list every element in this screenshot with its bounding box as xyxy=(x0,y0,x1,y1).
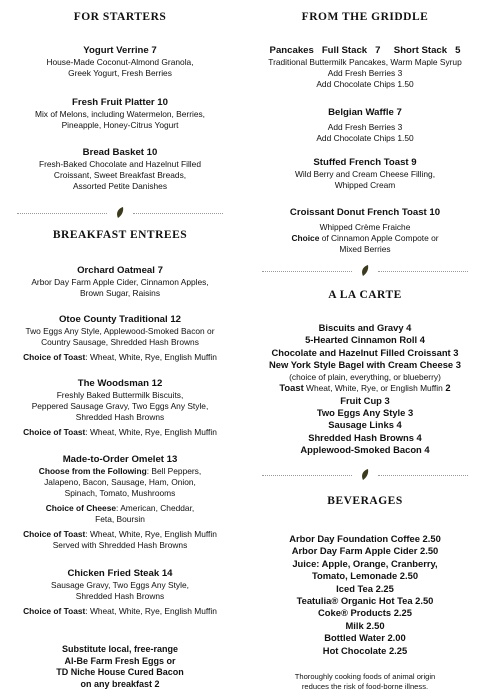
leaf-icon xyxy=(114,206,126,220)
item-desc: Peppered Sausage Gravy, Two Eggs Any Style, xyxy=(31,401,209,411)
item-desc: Assorted Petite Danishes xyxy=(72,181,168,191)
list-item: Coke® Products 2.25 xyxy=(318,607,412,619)
menu-item-stuffed-french-toast xyxy=(250,156,480,191)
list-item: Arbor Day Foundation Coffee 2.50 xyxy=(289,533,441,544)
toast-choice: Choice of Toast: Wheat, White, Rye, English Muffin xyxy=(23,352,217,362)
item-desc: Spinach, Tomato, Mushrooms xyxy=(64,488,176,498)
list-item: Teatulia® Organic Hot Tea 2.50 xyxy=(296,595,434,607)
item-desc: Jalapeno, Bacon, Sausage, Ham, Onion, xyxy=(44,477,196,487)
section-heading-starters: FOR STARTERS xyxy=(73,11,167,23)
item-extra: Add Fresh Berries 3 xyxy=(327,122,403,132)
item-desc: Sausage Gravy, Two Eggs Any Style, xyxy=(51,580,189,590)
list-item: Applewood-Smoked Bacon 4 xyxy=(300,444,430,456)
list-item: New York Style Bagel with Cream Cheese 3 xyxy=(269,359,461,371)
item-extra: Add Chocolate Chips 1.50 xyxy=(316,79,414,89)
menu-item-croissant-donut-french-toast xyxy=(250,206,480,255)
item-desc: Country Sausage, Shredded Hash Browns xyxy=(41,337,199,347)
item-desc: Shredded Hash Browns xyxy=(75,412,165,422)
toast-choice: Choice of Toast: Wheat, White, Rye, English Muffin xyxy=(23,427,217,437)
substitute-note: Substitute local, free-range Al-Be Farm Fresh Eggs or TD Niche House Cured Bacon on any breakfast 2 xyxy=(56,644,184,689)
item-desc: Brown Sugar, Raisins xyxy=(79,288,161,298)
menu-item-chicken-fried-steak xyxy=(5,567,235,617)
section-heading-a-la-carte: A LA CARTE xyxy=(328,289,402,301)
item-desc: Arbor Day Farm Apple Cider, Cinnamon Apples, xyxy=(31,277,209,287)
menu-item-fresh-fruit-platter xyxy=(5,96,235,131)
leaf-icon xyxy=(359,468,371,482)
item-name: Croissant Donut French Toast 10 xyxy=(289,207,441,218)
menu-item-otoe-county-traditional xyxy=(5,313,235,363)
item-extra: Add Fresh Berries 3 xyxy=(327,68,403,78)
menu-item-bread-basket xyxy=(5,146,235,192)
list-item: Fruit Cup 3 xyxy=(340,394,390,406)
item-name: Pancakes Full Stack 7 Short Stack 5 xyxy=(269,45,461,56)
list-item: 5-Hearted Cinnamon Roll 4 xyxy=(305,334,425,346)
list-item: Bottled Water 2.00 xyxy=(324,632,406,644)
item-desc: Feta, Boursin xyxy=(95,514,145,524)
menu-item-orchard-oatmeal xyxy=(5,264,235,299)
bagel-note: (choice of plain, everything, or blueberry) xyxy=(289,371,441,382)
item-desc: Wild Berry and Cream Cheese Filling, xyxy=(294,169,436,179)
section-divider xyxy=(250,468,480,482)
section-divider xyxy=(5,206,235,220)
list-item: Biscuits and Gravy 4 xyxy=(318,322,412,333)
item-name: Orchard Oatmeal 7 xyxy=(77,265,163,276)
item-desc: Fresh-Baked Chocolate and Hazelnut Filled xyxy=(38,159,201,169)
list-item: Milk 2.50 xyxy=(345,619,385,631)
item-name: Belgian Waffle 7 xyxy=(328,107,402,118)
item-desc: Croissant, Sweet Breakfast Breads, xyxy=(53,170,187,180)
item-desc: Whipped Crème Fraiche xyxy=(319,222,411,232)
item-desc: Two Eggs Any Style, Applewood-Smoked Bacon or xyxy=(25,326,215,336)
cheese-choice: Choice of Cheese: American, Cheddar, xyxy=(45,503,195,513)
item-choice: Choice of Cinnamon Apple Compote or xyxy=(291,233,439,243)
item-name: Made-to-Order Omelet 13 xyxy=(62,454,178,465)
item-name: Chicken Fried Steak 14 xyxy=(67,568,173,579)
toast-choice: Choice of Toast: Wheat, White, Rye, English Muffin xyxy=(23,606,217,616)
list-item: Sausage Links 4 xyxy=(328,419,402,431)
beverages-list xyxy=(250,533,480,657)
section-heading-breakfast-entrees: BREAKFAST ENTREES xyxy=(52,229,188,241)
item-extra: Add Chocolate Chips 1.50 xyxy=(316,133,414,143)
item-name: Bread Basket 10 xyxy=(82,147,158,158)
item-desc: Pineapple, Honey-Citrus Yogurt xyxy=(61,120,179,130)
list-item: Arbor Day Farm Apple Cider 2.50 xyxy=(291,545,439,557)
section-divider xyxy=(250,264,480,278)
item-name: Yogurt Verrine 7 xyxy=(83,45,157,56)
item-name: Otoe County Traditional 12 xyxy=(58,314,182,325)
item-name: The Woodsman 12 xyxy=(77,378,163,389)
leaf-icon xyxy=(359,264,371,278)
item-desc: Served with Shredded Hash Browns xyxy=(52,540,188,550)
item-desc: Shredded Hash Browns xyxy=(75,591,165,601)
item-name: Fresh Fruit Platter 10 xyxy=(72,97,168,108)
item-desc: Greek Yogurt, Fresh Berries xyxy=(68,68,172,78)
item-desc: Whipped Cream xyxy=(334,180,396,190)
item-desc: Mix of Melons, including Watermelon, Berries, xyxy=(34,109,206,119)
item-name: Stuffed French Toast 9 xyxy=(313,157,417,168)
a-la-carte-list xyxy=(250,322,480,457)
list-item: Iced Tea 2.25 xyxy=(336,582,394,594)
toast-choice: Choice of Toast: Wheat, White, Rye, English Muffin xyxy=(23,529,217,539)
list-item: Hot Chocolate 2.25 xyxy=(322,644,408,656)
section-heading-from-the-griddle: FROM THE GRIDDLE xyxy=(301,11,429,23)
item-desc: House-Made Coconut-Almond Granola, xyxy=(46,57,194,67)
section-heading-beverages: BEVERAGES xyxy=(327,495,403,507)
menu-item-made-to-order-omelet xyxy=(5,453,235,551)
menu-item-yogurt-verrine xyxy=(5,44,235,79)
menu-item-belgian-waffle xyxy=(250,106,480,144)
menu-item-pancakes xyxy=(250,44,480,90)
list-item: Two Eggs Any Style 3 xyxy=(316,406,414,418)
list-item: Juice: Apple, Orange, Cranberry, xyxy=(292,557,438,569)
item-desc: Traditional Buttermilk Pancakes, Warm Maple Syrup xyxy=(268,57,462,67)
list-item: Shredded Hash Browns 4 xyxy=(308,431,422,443)
menu-item-the-woodsman xyxy=(5,377,235,438)
list-item-toast: Toast Wheat, White, Rye, or English Muffin 2 xyxy=(279,382,451,394)
omelet-choose: Choose from the Following: Bell Peppers, xyxy=(38,466,202,476)
item-desc: Mixed Berries xyxy=(339,244,391,254)
list-item: Tomato, Lemonade 2.50 xyxy=(311,570,419,582)
food-safety-footnote: Thoroughly cooking foods of animal origin reduces the risk of food-borne illness. xyxy=(294,672,436,691)
list-item: Chocolate and Hazelnut Filled Croissant 3 xyxy=(271,346,459,358)
item-desc: Freshly Baked Buttermilk Biscuits, xyxy=(56,390,184,400)
